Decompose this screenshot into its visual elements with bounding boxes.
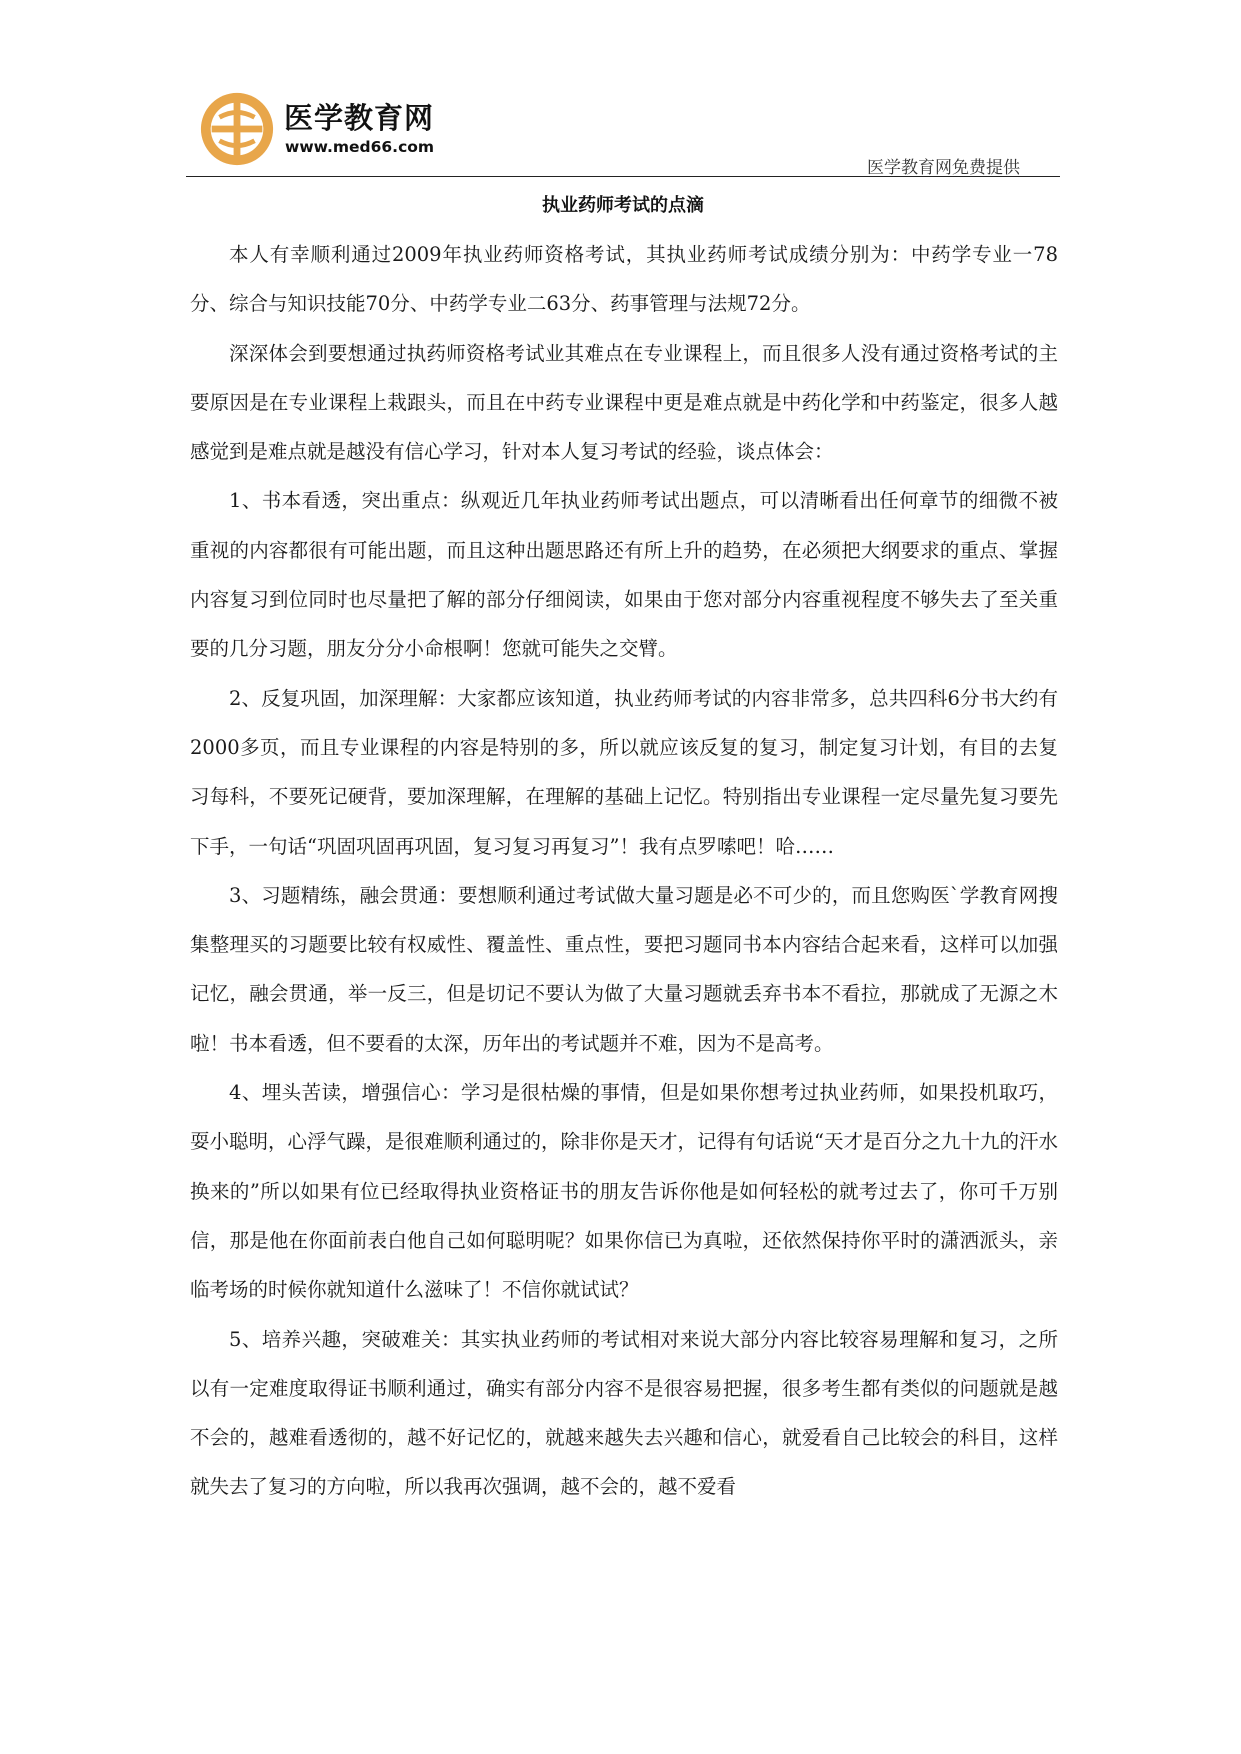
brand-url: www.med66.com bbox=[285, 138, 435, 156]
brand-name: 医学教育网 bbox=[284, 101, 435, 135]
article-body bbox=[190, 230, 1058, 1512]
paragraph: 深深体会到要想通过执药师资格考试业其难点在专业课程上，而且很多人没有通过资格考试的主要原因是在专业课程上栽跟头，而且在中药专业课程中更是难点就是中药化学和中药鉴定，很多人越感觉到是难点就是越没有信心学习，针对本人复习考试的经验，谈点体会： bbox=[190, 341, 1058, 464]
med66-logo-icon bbox=[198, 90, 276, 168]
paragraph: 5、培养兴趣，突破难关：其实执业药师的考试相对来说大部分内容比较容易理解和复习，之所以有一定难度取得证书顺利通过，确实有部分内容不是很容易把握，很多考生都有类似的问题就是越不会的，越难看透彻的，越不好记忆的，就越来越失去兴趣和信心，就爱看自己比较会的科目，这样就失去了复习的方向啦，所以我再次强调，越不会的，越不爱看 bbox=[190, 1327, 1058, 1499]
paragraph: 本人有幸顺利通过2009年执业药师资格考试，其执业药师考试成绩分别为：中药学专业一78分、综合与知识技能70分、中药学专业二63分、药事管理与法规72分。 bbox=[190, 243, 1058, 316]
document-title: 执业药师考试的点滴 bbox=[542, 195, 704, 216]
paragraph: 4、埋头苦读，增强信心：学习是很枯燥的事情，但是如果你想考过执业药师，如果投机取巧，耍小聪明，心浮气躁，是很难顺利通过的，除非你是天才，记得有句话说“天才是百分之九十九的汗水换来的”所以如果有位已经取得执业资格证书的朋友告诉你他是如何轻松的就考过去了，你可千万别信，那是他在你面前表白他自己如何聪明呢？如果你信已为真啦，还依然保持你平时的潇洒派头，亲临考场的时候你就知道什么滋味了！不信你就试试？ bbox=[190, 1081, 1058, 1302]
header-divider bbox=[186, 176, 1060, 177]
paragraph: 3、习题精练，融会贯通：要想顺利通过考试做大量习题是必不可少的，而且您购医`学教育网搜集整理买的习题要比较有权威性、覆盖性、重点性，要把习题同书本内容结合起来看，这样可以加强记忆，融会贯通，举一反三，但是切记不要认为做了大量习题就丢弃书本不看拉，那就成了无源之木啦！书本看透，但不要看的太深，历年出的考试题并不难，因为不是高考。 bbox=[190, 883, 1058, 1055]
provider-note: 医学教育网免费提供 bbox=[867, 158, 1020, 178]
paragraph: 1、书本看透，突出重点：纵观近几年执业药师考试出题点，可以清晰看出任何章节的细微不被重视的内容都很有可能出题，而且这种出题思路还有所上升的趋势，在必须把大纲要求的重点、掌握内容复习到位同时也尽量把了解的部分仔细阅读，如果由于您对部分内容重视程度不够失去了至关重要的几分习题，朋友分分小命根啊！您就可能失之交臂。 bbox=[190, 489, 1058, 661]
page-header bbox=[186, 70, 1060, 178]
paragraph: 2、反复巩固，加深理解：大家都应该知道，执业药师考试的内容非常多，总共四科6分书大约有2000多页，而且专业课程的内容是特别的多，所以就应该反复的复习，制定复习计划，有目的去复习每科，不要死记硬背，要加深理解，在理解的基础上记忆。特别指出专业课程一定尽量先复习要先下手，一句话“巩固巩固再巩固，复习复习再复习”！我有点罗嗦吧！哈…… bbox=[190, 686, 1058, 858]
